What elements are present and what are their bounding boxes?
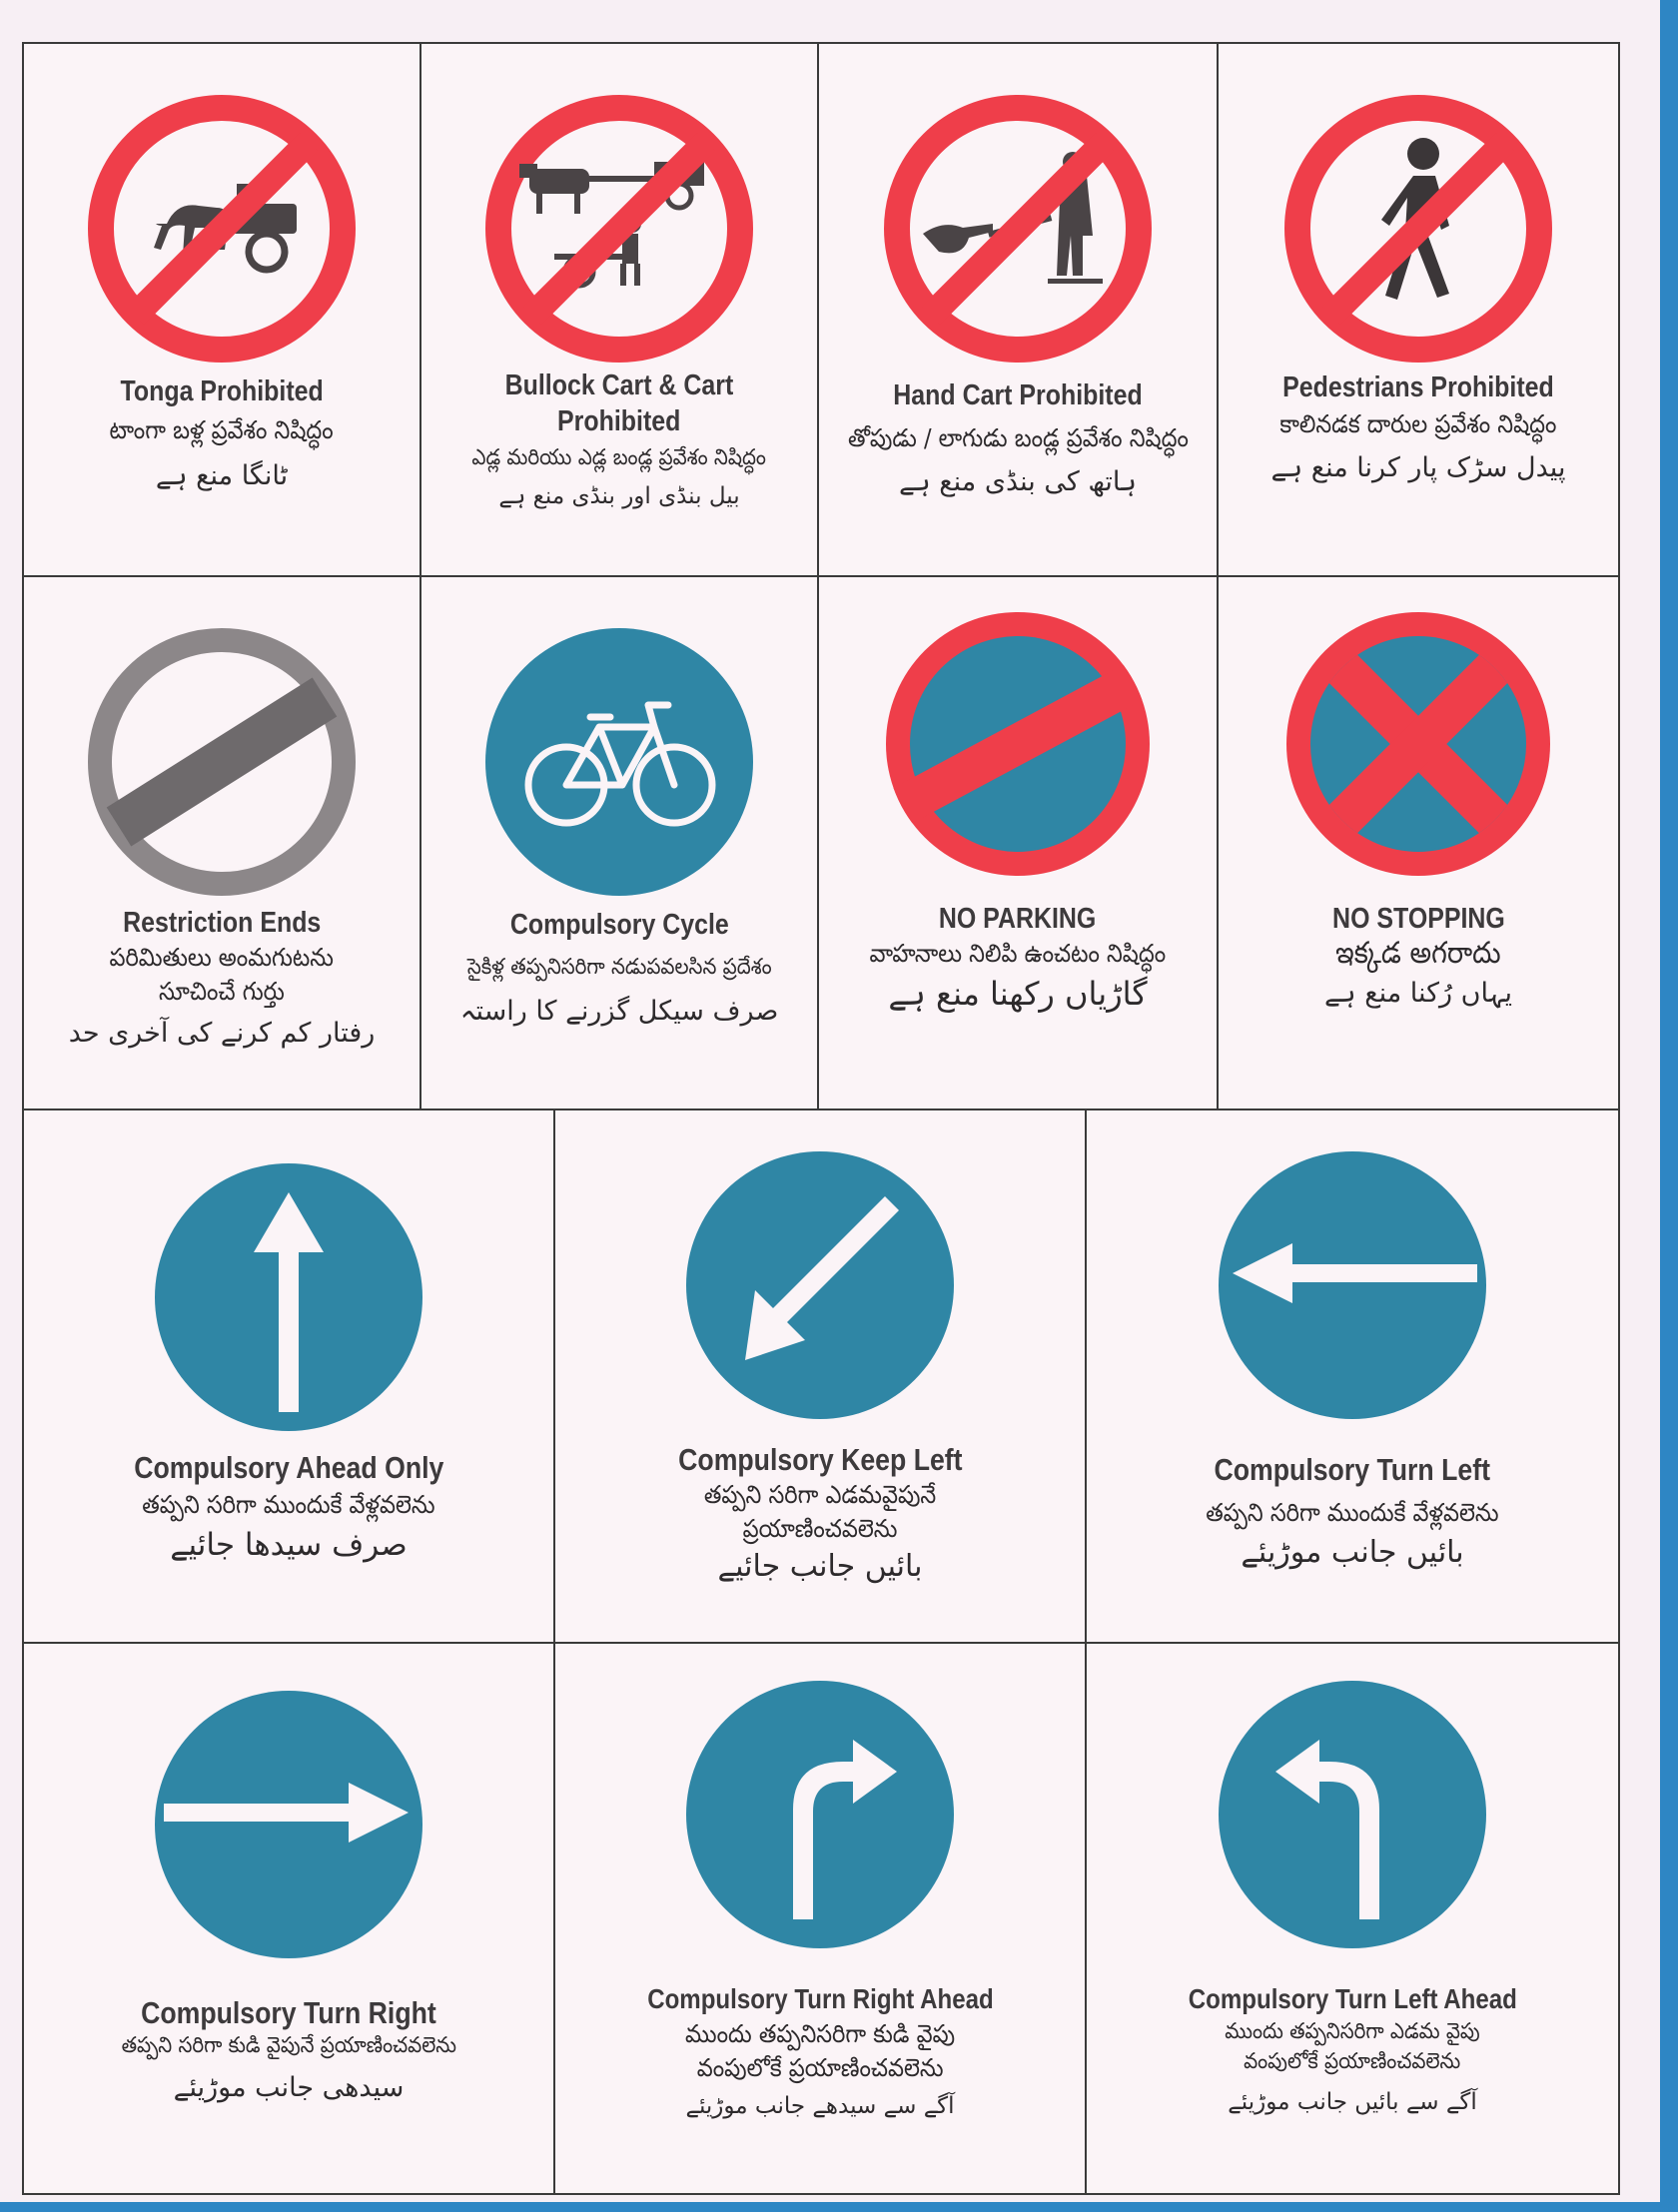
sign-card — [555, 1110, 1087, 1642]
sign-caption-telugu: తప్పని సరిగా కుడి వైపునే ప్రయాణించవలెను — [121, 2033, 456, 2058]
sign-card — [24, 577, 421, 1108]
sign-caption-urdu: آگے سے سیدھے جانب موڑیئے — [685, 2093, 955, 2119]
turn-right-ahead-icon — [675, 1670, 965, 1959]
sign-caption-urdu: بائیں جانب جائیے — [717, 1549, 923, 1584]
sign-caption-urdu: سیدھی جانب موڑیئے — [173, 2072, 405, 2103]
sign-title-english: NO STOPPING — [1331, 903, 1505, 935]
sign-caption-telugu: తప్పని సరిగా ముందుకే వేళ్లవలెను — [142, 1490, 435, 1519]
sign-caption-telugu-line2: ప్రయాణించవలెను — [742, 1514, 898, 1543]
sign-card — [1219, 44, 1618, 575]
sign-card — [819, 44, 1219, 575]
sign-caption-urdu: ہاتھ کی بنڈی منع ہے — [899, 466, 1137, 497]
sign-title-english: Compulsory Ahead Only — [133, 1450, 444, 1485]
sign-card — [1087, 1644, 1618, 2193]
no-stopping-icon — [1273, 599, 1563, 889]
sign-title-english: Compulsory Turn Left Ahead — [1188, 1983, 1517, 2014]
tonga-prohibited-icon — [77, 84, 367, 373]
sign-card — [24, 1644, 555, 2193]
page-bottom-strip — [0, 2202, 1678, 2212]
no-parking-icon — [873, 599, 1163, 889]
hand-cart-prohibited-icon — [873, 84, 1163, 373]
keep-left-icon — [675, 1140, 965, 1430]
sign-caption-telugu: కాలినడక దారుల ప్రవేశం నిషిద్ధం — [1279, 409, 1557, 438]
sign-caption-urdu: بائیں جانب موڑیئے — [1241, 1535, 1464, 1570]
sign-title-english: Compulsory Turn Right Ahead — [646, 1983, 994, 2014]
sign-caption-urdu: صرف سیکل گزرنے کا راستہ — [459, 996, 779, 1027]
sign-caption-telugu: వాహనాలు నిలిపి ఉంచటం నిషిద్ధం — [869, 939, 1167, 968]
turn-left-ahead-icon — [1208, 1670, 1497, 1959]
compulsory-cycle-icon — [474, 617, 764, 907]
sign-card — [555, 1644, 1087, 2193]
sign-caption-telugu: ఎడ్ల మరియు ఎడ్ల బండ్ల ప్రవేశం నిషిద్ధం — [471, 445, 767, 470]
sign-caption-urdu: ٹانگا منع ہے — [155, 460, 289, 491]
sign-title-english: Compulsory Turn Right — [141, 1995, 436, 2030]
sign-caption-telugu: ముందు తప్పనిసరిగా ఎడమ వైపు — [1225, 2019, 1480, 2044]
sign-caption-telugu-line2: సూచించే గుర్తు — [159, 977, 285, 1006]
sign-caption-urdu: پیدل سڑک پار کرنا منع ہے — [1270, 452, 1566, 483]
sign-caption-telugu: పరిమితులు అంమగుటను — [109, 943, 335, 972]
bullock-cart-prohibited-icon — [474, 84, 764, 373]
restriction-ends-icon — [77, 617, 367, 907]
sign-caption-telugu-line2: వంపులోకే ప్రయాణించవలెను — [1244, 2049, 1461, 2074]
sign-title-english-line2: Prohibited — [557, 405, 681, 437]
road-signs-chart — [22, 42, 1620, 2195]
sign-caption-urdu: بیل بنڈی اور بنڈی منع ہے — [498, 483, 740, 509]
sign-title-english: Pedestrians Prohibited — [1282, 371, 1554, 403]
sign-card — [24, 44, 421, 575]
sign-caption-urdu: رفتار کم کرنے کی آخری حد — [68, 1018, 376, 1049]
sign-caption-urdu: آگے سے بائیں جانب موڑیئے — [1228, 2089, 1477, 2115]
signs-row-restrictions — [24, 577, 1618, 1110]
sign-card — [24, 1110, 555, 1642]
sign-caption-telugu: టాంగా బళ్ల ప్రవేశం నిషిద్ధం — [109, 415, 335, 444]
turn-left-icon — [1208, 1140, 1497, 1430]
sign-title-english: Compulsory Turn Left — [1214, 1452, 1491, 1487]
sign-caption-telugu: తప్పని సరిగా ముందుకే వేళ్లవలెను — [1206, 1498, 1499, 1527]
signs-row-mandatory-a — [24, 1110, 1618, 1644]
sign-caption-urdu: گاڑیاں رکھنا منع ہے — [888, 975, 1148, 1013]
turn-right-icon — [144, 1680, 433, 1969]
sign-caption-telugu: ఇక్కడ అగరాదు — [1335, 936, 1501, 971]
sign-title-english: Tonga Prohibited — [120, 375, 324, 407]
sign-title-english: Hand Cart Prohibited — [893, 379, 1143, 411]
sign-caption-telugu-line2: వంపులోకే ప్రయాణించవలెను — [696, 2053, 944, 2082]
sign-caption-urdu: یہاں رُکنا منع ہے — [1323, 978, 1513, 1009]
pedestrians-prohibited-icon — [1273, 84, 1563, 373]
sign-caption-urdu: صرف سیدھا جائیے — [170, 1527, 408, 1563]
sign-caption-telugu: ముందు తప్పనిసరిగా కుడి వైపు — [684, 2019, 956, 2048]
sign-title-english: Bullock Cart & Cart — [504, 369, 734, 401]
sign-caption-telugu: తప్పని సరిగా ఎడమవైపునే — [703, 1480, 937, 1509]
sign-card — [819, 577, 1219, 1108]
sign-card — [1219, 577, 1618, 1108]
signs-row-mandatory-b — [24, 1644, 1618, 2193]
sign-caption-telugu: తోపుడు / లాగుడు బండ్ల ప్రవేశం నిషిద్ధం — [847, 423, 1189, 452]
sign-title-english: Compulsory Cycle — [509, 909, 729, 941]
page-edge-strip — [1660, 0, 1678, 2212]
sign-caption-telugu: సైకిళ్ల తప్పనిసరిగా నడుపవలసిన ప్రదేశం — [466, 955, 772, 980]
sign-title-english: Restriction Ends — [122, 907, 322, 939]
ahead-only-icon — [144, 1152, 433, 1442]
sign-card — [421, 44, 819, 575]
signs-row-prohibitions — [24, 44, 1618, 577]
sign-card — [1087, 1110, 1618, 1642]
sign-card — [421, 577, 819, 1108]
sign-title-english: Compulsory Keep Left — [677, 1442, 963, 1477]
sign-title-english: NO PARKING — [939, 903, 1097, 935]
